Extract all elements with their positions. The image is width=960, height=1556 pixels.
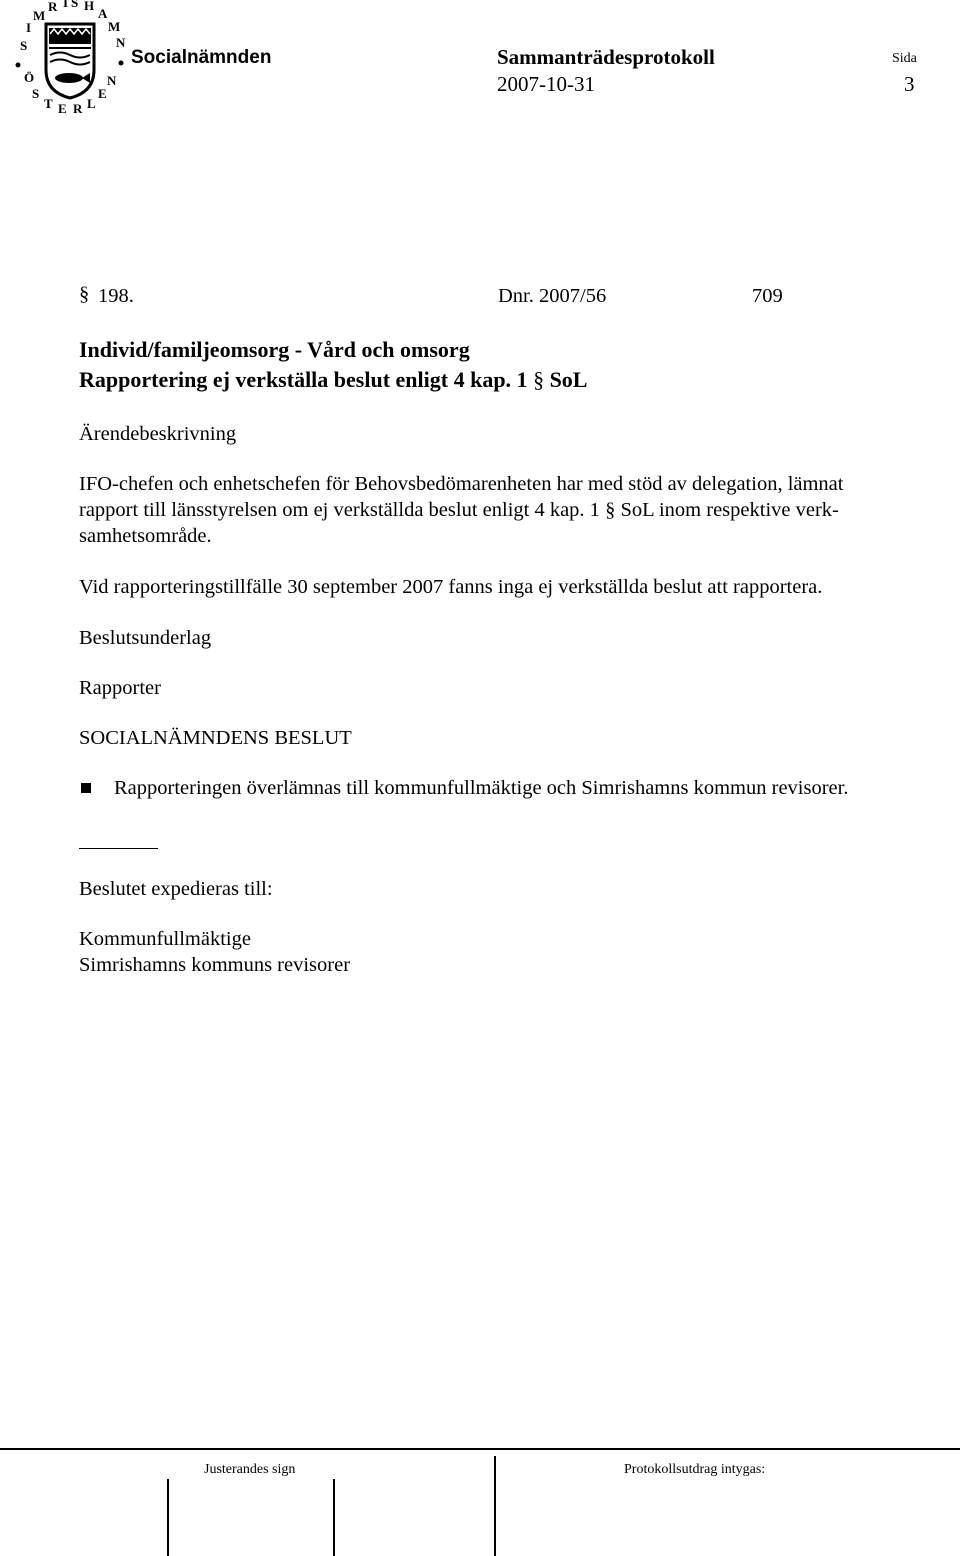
page-number: 3 <box>904 72 915 96</box>
signature-box-divider <box>494 1456 496 1556</box>
svg-text:S: S <box>20 38 28 53</box>
svg-text:T: T <box>44 96 53 111</box>
svg-text:Ö: Ö <box>24 70 35 85</box>
paragraph-sign: § <box>605 499 616 521</box>
signature-box-divider <box>333 1479 335 1556</box>
separator-line <box>79 848 158 849</box>
case-title-text: Rapportering ej verkställa beslut enligt 4 kap. 1 <box>79 367 528 392</box>
case-description-text: SoL inom respektive verk- <box>620 499 839 521</box>
case-description-line-2 <box>79 499 839 522</box>
municipality-seal-logo <box>6 0 130 120</box>
svg-text:L: L <box>87 96 96 111</box>
svg-text:S: S <box>32 86 40 101</box>
archive-code: 709 <box>752 285 783 307</box>
decision-basis-heading: Beslutsunderlag <box>79 627 212 649</box>
page-label: Sida <box>892 51 917 66</box>
svg-text:I: I <box>63 0 69 10</box>
case-description-line-3: samhetsområde. <box>79 525 212 547</box>
svg-text:H: H <box>84 0 95 13</box>
section-number: 198. <box>98 285 134 307</box>
svg-text:R: R <box>48 0 58 14</box>
case-title-line-1: Individ/familjeomsorg - Vård och omsorg <box>79 337 470 362</box>
case-number: Dnr. 2007/56 <box>498 285 607 307</box>
paragraph-sign: § <box>79 283 90 305</box>
svg-text:S: S <box>71 0 79 10</box>
svg-text:N: N <box>116 35 126 50</box>
svg-text:N: N <box>107 73 117 88</box>
case-description-heading: Ärendebeskrivning <box>79 423 237 445</box>
distribution-recipient: Simrishamns kommuns revisorer <box>79 954 351 976</box>
svg-text:E: E <box>58 101 67 116</box>
paragraph-sign: § <box>533 367 545 392</box>
decision-text: Rapporteringen överlämnas till kommunfullmäktige och Simrishamns kommun revisorer. <box>114 777 849 799</box>
bullet-square-icon <box>81 783 91 793</box>
committee-name: Socialnämnden <box>131 47 272 68</box>
document-type-title: Sammanträdesprotokoll <box>497 45 715 69</box>
case-description-text: rapport till länsstyrelsen om ej verkställda beslut enligt 4 kap. 1 <box>79 499 600 521</box>
case-title-law: SoL <box>549 367 588 392</box>
distribution-heading: Beslutet expedieras till: <box>79 878 273 900</box>
meeting-date: 2007-10-31 <box>497 72 595 96</box>
svg-text:M: M <box>108 19 121 34</box>
svg-text:A: A <box>98 6 108 21</box>
signature-box-divider <box>167 1479 169 1556</box>
decision-heading: SOCIALNÄMNDENS BESLUT <box>79 727 352 749</box>
case-description-line-1: IFO-chefen och enhetschefen för Behovsbedömarenheten har med stöd av delegation, lämnat <box>79 473 844 495</box>
svg-text:M: M <box>33 8 46 23</box>
footer-rule <box>0 1448 960 1450</box>
case-description-paragraph-2: Vid rapporteringstillfälle 30 september 2007 fanns inga ej verkställda beslut att rapportera. <box>79 576 823 598</box>
extract-certification-label: Protokollsutdrag intygas: <box>624 1462 766 1477</box>
svg-text:I: I <box>26 20 32 35</box>
decision-basis-item: Rapporter <box>79 677 161 699</box>
svg-text:E: E <box>98 86 107 101</box>
distribution-recipient: Kommunfullmäktige <box>79 928 251 950</box>
signature-label: Justerandes sign <box>204 1462 296 1477</box>
case-title-line-2 <box>79 367 587 393</box>
svg-text:R: R <box>73 101 83 116</box>
